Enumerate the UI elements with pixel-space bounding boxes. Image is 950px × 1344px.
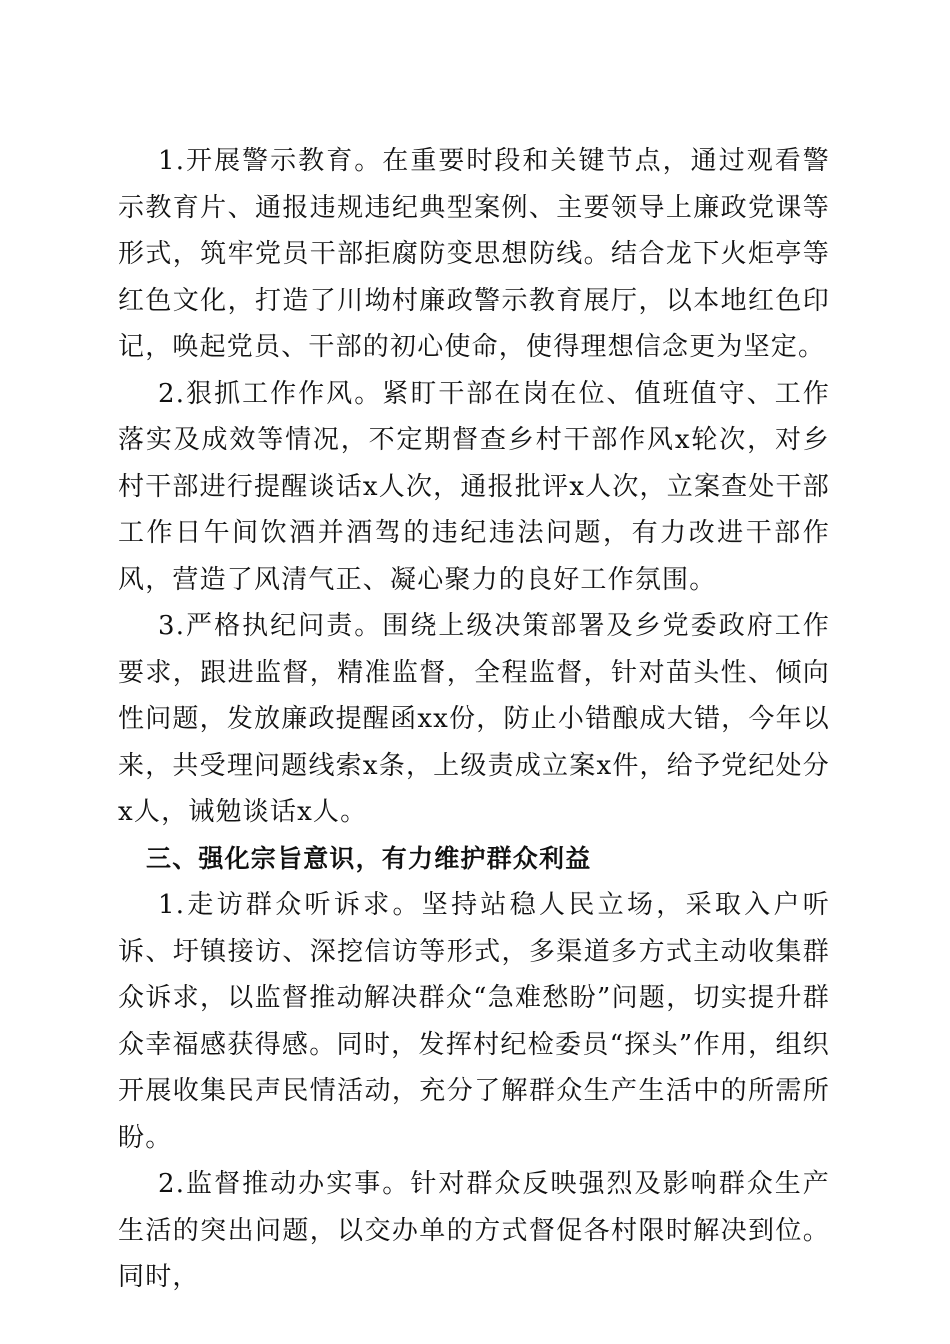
paragraph-supervise-practical-matters: 2.监督推动办实事。针对群众反映强烈及影响群众生产生活的突出问题，以交办单的方式督促各村限时解决到位。同时， [118, 1169, 830, 1292]
paragraph-warning-education: 1.开展警示教育。在重要时段和关键节点，通过观看警示教育片、通报违规违纪典型案例、主要领导上廉政党课等形式，筑牢党员干部拒腐防变思想防线。结合龙下火炬亭等红色文化，打造了川坳村廉政警示教育展厅，以本地红色印记，唤起党员、干部的初心使命，使得理想信念更为坚定。 [118, 146, 830, 362]
section-heading: 三、强化宗旨意识，有力维护群众利益 [146, 843, 592, 873]
paragraph-visit-masses: 1.走访群众听诉求。坚持站稳人民立场，采取入户听诉、圩镇接访、深挖信访等形式，多渠道多方式主动收集群众诉求，以监督推动解决群众“急难愁盼”问题，切实提升群众幸福感获得感。同时，发挥村纪检委员“探头”作用，组织开展收集民声民情活动，充分了解群众生产生活中的所需所盼。 [118, 890, 830, 1153]
document-body [118, 138, 830, 1301]
paragraph-discipline-accountability: 3.严格执纪问责。围绕上级决策部署及乡党委政府工作要求，跟进监督，精准监督，全程监督，针对苗头性、倾向性问题，发放廉政提醒函xx份，防止小错酿成大错，今年以来，共受理问题线索x条，上级责成立案x件，给予党纪处分x人，诫勉谈话x人。 [118, 611, 830, 827]
paragraph-work-style: 2.狠抓工作作风。紧盯干部在岗在位、值班值守、工作落实及成效等情况，不定期督查乡村干部作风x轮次，对乡村干部进行提醒谈话x人次，通报批评x人次，立案查处干部工作日午间饮酒并酒驾的违纪违法问题，有力改进干部作风，营造了风清气正、凝心聚力的良好工作氛围。 [118, 378, 830, 595]
